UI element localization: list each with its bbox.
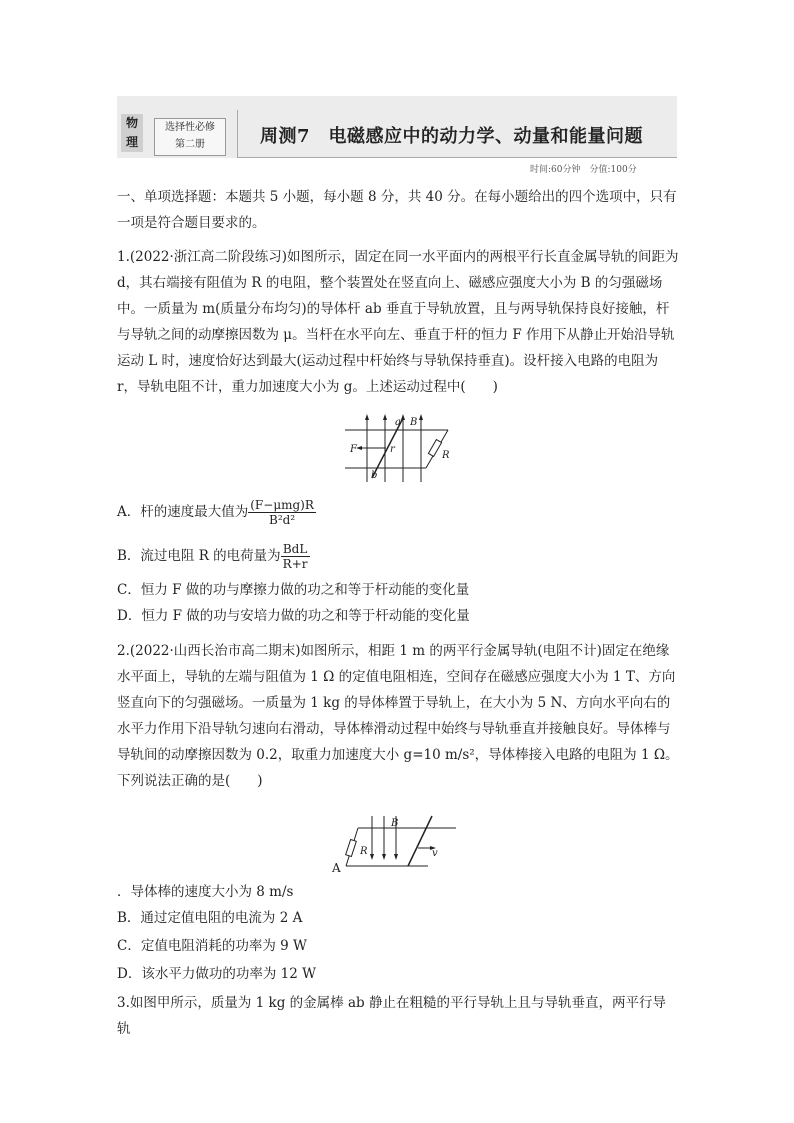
page-header: [117, 96, 677, 158]
q2-option-a[interactable]: ．导体棒的速度大小为 8 m/s: [117, 884, 294, 900]
book-line1: 选择性必修: [165, 122, 215, 133]
q1-option-a-den: B²d²: [269, 513, 296, 527]
q1-option-a[interactable]: [117, 498, 316, 527]
time-info: 时间:60分钟 分值:100分: [530, 165, 637, 175]
q1-label-F: F: [350, 444, 357, 455]
q2-label-A: A: [332, 861, 341, 875]
header-divider: [237, 110, 238, 158]
q1-stem: 1.(2022·浙江高二阶段练习)如图所示，固定在同一水平面内的两根平行长直金属导轨的间距为 d，其右端接有阻值为 R 的电阻，整个装置处在竖直向上、磁感应强度大小为 B 的匀强磁场中。一质量为 m(质量分布均匀)的导体杆 ab 垂直于导轨放置，且与两导轨保持良好接触，杆与导轨之间的动摩擦因数为 μ。当杆在水平向左、垂直于杆的恒力 F 作用下从静止开始沿导轨运动 L 时，速度恰好达到最大(运动过程中杆始终与导轨保持垂直)。设杆接入电路的电阻为 r，导轨电阻不计，重力加速度大小为 g。上述运动过程中( ): [117, 249, 679, 395]
q1-option-c[interactable]: C．恒力 F 做的功与摩擦力做的功之和等于杆动能的变化量: [117, 582, 470, 598]
q1-label-b: b: [371, 470, 378, 481]
q1-option-b[interactable]: [117, 542, 310, 571]
q1-option-a-fraction: [248, 498, 316, 527]
q1-option-a-prefix: A．杆的速度最大值为: [117, 504, 249, 520]
q1-figure: [340, 412, 460, 492]
book-badge: [154, 118, 226, 156]
q1-option-d[interactable]: D．恒力 F 做的功与安培力做的功之和等于杆动能的变化量: [117, 608, 470, 624]
q2-label-v: v: [432, 848, 438, 859]
section-heading: 一、单项选择题：本题共 5 小题，每小题 8 分，共 40 分。在每小题给出的四个选项中，只有一项是符合题目要求的。: [117, 189, 677, 231]
q2-option-d[interactable]: D．该水平力做功的功率为 12 W: [117, 966, 316, 982]
q1-option-a-num: (F−μmg)R: [250, 498, 314, 512]
q2-option-b[interactable]: B．通过定值电阻的电流为 2 A: [117, 910, 303, 926]
q2-stem: 2.(2022·山西长治市高二期末)如图所示，相距 1 m 的两平行金属导轨(电阻不计)固定在绝缘水平面上，导轨的左端与阻值为 1 Ω 的定值电阻相连，空间存在磁感应强度大小为 1 T、方向竖直向下的匀强磁场。一质量为 1 kg 的导体棒置于导轨上，在大小为 5 N、方向水平向右的水平力作用下沿导轨匀速向右滑动，导体棒滑动过程中始终与导轨垂直并接触良好。导体棒与导轨间的动摩擦因数为 0.2，取重力加速度大小 g=10 m/s²，导体棒接入电路的电阻为 1 Ω。下列说法正确的是( ): [117, 643, 679, 789]
page-title: 周测7 电磁感应中的动力学、动量和能量问题: [260, 126, 644, 147]
q3-stem: 3.如图甲所示，质量为 1 kg 的金属棒 ab 静止在粗糙的平行导轨上且与导轨垂直，两平行导轨: [117, 995, 666, 1037]
q1-label-B: B: [410, 417, 418, 428]
q2-label-B: B: [391, 818, 399, 829]
header-underline: [237, 157, 677, 158]
q1-option-b-fraction: [281, 542, 310, 571]
book-line2: 第二册: [175, 139, 205, 150]
q2-option-c[interactable]: C．定值电阻消耗的功率为 9 W: [117, 938, 307, 954]
q1-option-b-den: R+r: [282, 557, 308, 571]
subject-badge: 物理: [121, 114, 143, 152]
q2-label-R: R: [360, 846, 368, 857]
q2-figure: [328, 812, 463, 876]
q1-label-R: R: [442, 450, 450, 461]
q1-label-a: a: [395, 417, 401, 428]
q1-label-r: r: [390, 444, 395, 455]
q1-option-b-prefix: B．流过电阻 R 的电荷量为: [117, 548, 281, 564]
q1-option-b-num: BdL: [281, 542, 310, 557]
